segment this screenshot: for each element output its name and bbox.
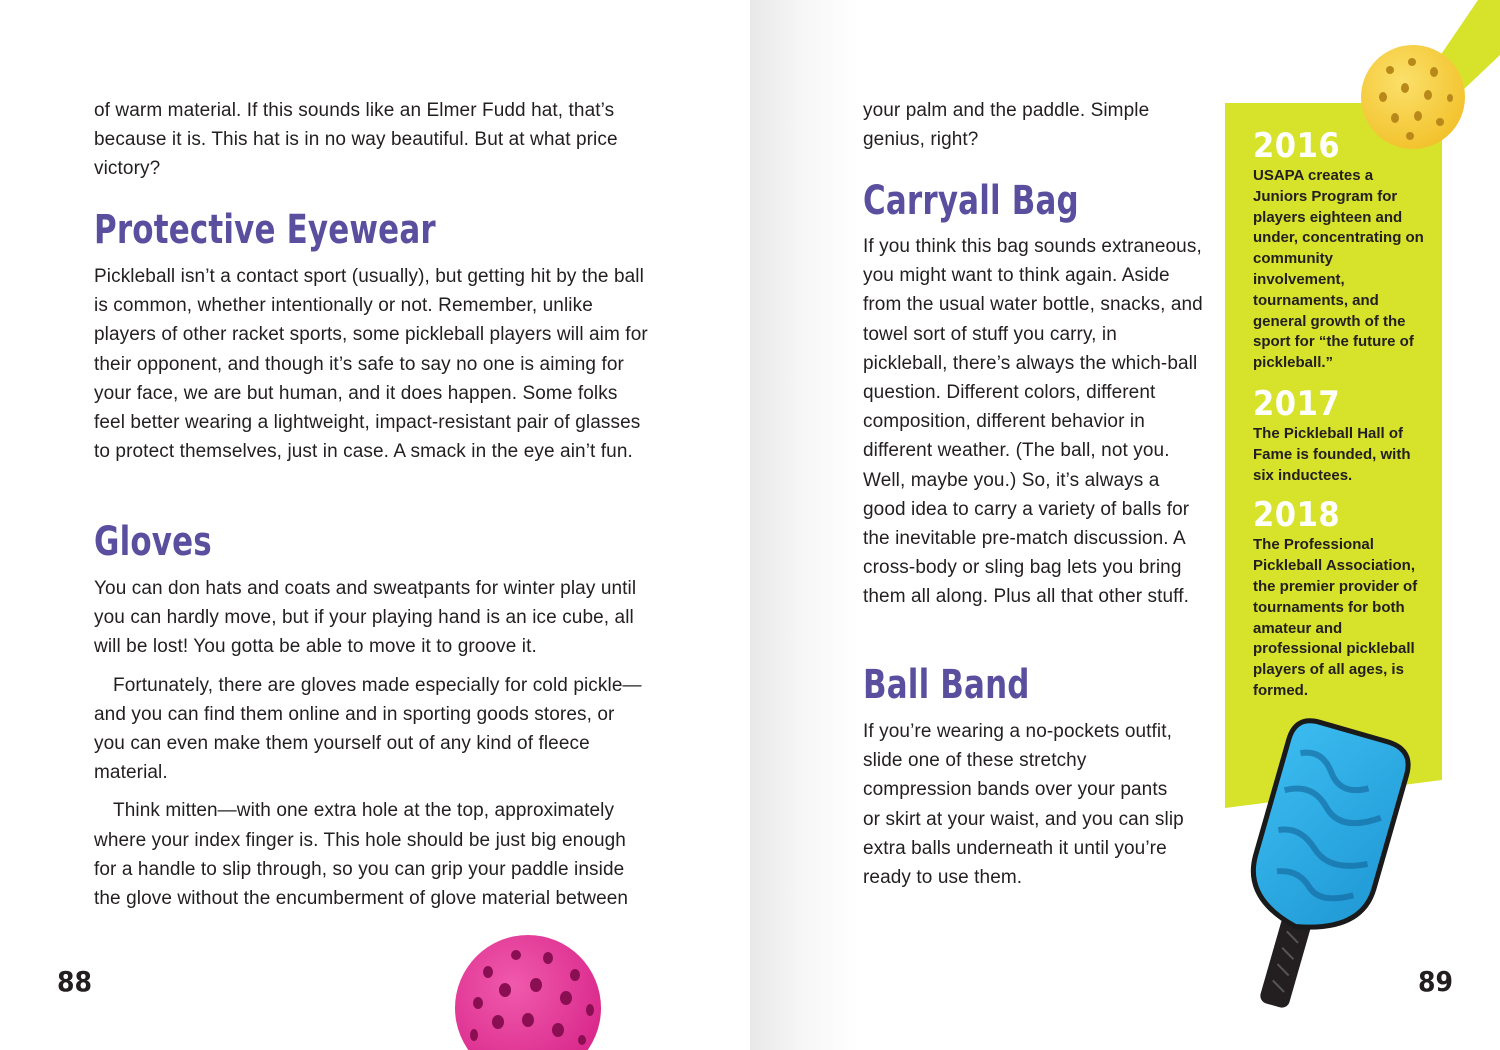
timeline-year-2018: 2018 <box>1253 495 1341 536</box>
heading-ball-band: Ball Band <box>863 662 1030 708</box>
right-intro-text: your palm and the paddle. Simple genius, right? <box>863 100 1150 151</box>
paragraph: If you think this bag sounds extraneous, you might want to think again. Aside from the usual water bottle, snacks, and towel sort of stuff you carry, in pickleball, there’s always the which-ball question. Different colors, different composition, different behavior in different weather. (The ball, not you. Well, maybe you.) So, it’s always a good idea to carry a variety of balls for the inevitable pre-match discussion. A cross-body or sling bag lets you bring them all along. Plus all that other stuff. <box>863 236 1203 608</box>
paragraph: You can don hats and coats and sweatpants for winter play until you can hardly move, but if your playing hand is an ice cube, all will be lost! You gotta be able to move it to groove it. <box>94 578 637 658</box>
heading-carryall-bag: Carryall Bag <box>863 178 1079 224</box>
paragraph: If you’re wearing a no-pockets outfit, slide one of these stretchy compression bands over your pants or skirt at your waist, and you can slip extra balls underneath it until you’re ready to use them. <box>863 721 1184 889</box>
paragraph: Fortunately, there are gloves made especially for cold pickle—and you can find them online and in sporting goods stores, or you can even make them yourself out of any kind of fleece material. <box>94 674 642 784</box>
timeline-year-2016: 2016 <box>1253 126 1341 166</box>
timeline-event-2016: USAPA creates a Juniors Program for players eighteen and under, concentrating on community involvement, tournaments, and general growth of the sport for “the future of pickleball.” <box>1253 167 1424 372</box>
page-number-right: 89 <box>1418 965 1454 998</box>
paragraph: Think mitten—with one extra hole at the top, approximately where your index finger is. This hole should be just big enough for a handle to slip through, so you can grip your paddle inside the glove without the encumberment of glove material between <box>94 800 629 910</box>
heading-gloves: Gloves <box>94 519 212 565</box>
timeline-event-2018: The Professional Pickleball Association, the premier provider of tournaments for both amateur and professional pickleball players of all ages, is formed. <box>1253 536 1418 699</box>
left-intro-text: of warm material. If this sounds like an Elmer Fudd hat, that’s because it is. This hat is in no way beautiful. But at what price victory? <box>94 100 618 180</box>
paragraph: Pickleball isn’t a contact sport (usually), but getting hit by the ball is common, whether intentionally or not. Remember, unlike players of other racket sports, some pickleball players will aim for their opponent, and though it’s safe to say no one is aiming for your face, we are but human, and it does happen. Some folks feel better wearing a lightweight, impact-resistant pair of glasses to protect themselves, just in case. A smack in the eye ain’t fun. <box>94 266 648 463</box>
timeline-event-2017: The Pickleball Hall of Fame is founded, with six inductees. <box>1253 424 1411 484</box>
timeline <box>1253 126 1428 702</box>
heading-protective-eyewear: Protective Eyewear <box>94 207 436 253</box>
timeline-year-2017: 2017 <box>1253 383 1341 424</box>
page-number-left: 88 <box>57 965 93 998</box>
